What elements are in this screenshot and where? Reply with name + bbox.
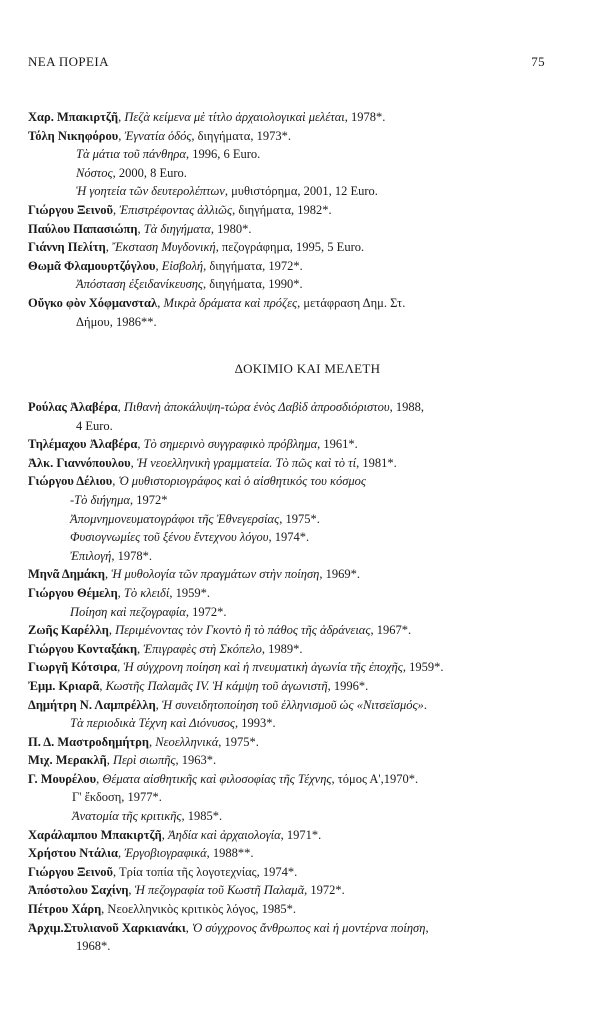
entry-author: Τηλέμαχου Ἀλαβέρα	[28, 437, 138, 452]
entry-title: Ἡ πεζογραφία τοῦ Κωστῆ Παλαμᾶ	[134, 883, 305, 898]
page-number: 75	[531, 54, 545, 69]
entry-title: -Τὸ διήγημα	[70, 492, 130, 507]
bibliography-entry: Γιώργου Θέμελη, Τὸ κλειδί, 1959*.	[28, 585, 210, 600]
entry-title: Τὰ διηγήματα	[143, 221, 211, 236]
entry-title: Ὁ μυθιστοριογράφος καὶ ὁ αἰσθητικός του κόσμος	[118, 474, 366, 489]
entry-title: Ἀπόσταση ἐξειδανίκευσης	[76, 277, 204, 292]
entry-author: Γιώργου Κονταξάκη	[28, 641, 138, 656]
entry-title: Νόστος	[76, 165, 113, 180]
entry-title: Πεζὰ κείμενα μὲ τίτλο ἀρχαιολογικαὶ μελέται	[124, 110, 345, 124]
bibliography-entry	[28, 145, 575, 164]
entry-title: Ἡ νεοελληνικὴ γραμματεία. Τὸ πῶς καὶ τὸ τί	[136, 455, 357, 470]
entry-details: , 1978*.	[344, 110, 386, 124]
entry-author: Χαρ. Μπακιρτζῆ	[28, 110, 119, 124]
entry-author: Γιώργου Ξεινοῦ	[28, 864, 113, 879]
bibliography-entry	[28, 547, 575, 566]
entry-details: , 1959*.	[169, 585, 210, 600]
entry-title: Ἀηδία καὶ ἀρχαιολογία	[167, 827, 281, 842]
entry-author: Δημήτρη Ν. Λαμπρέλλη	[28, 697, 156, 712]
entry-title: Ἐργοβιογραφικά	[124, 846, 207, 861]
entry-author: Χαράλαμπου Μπακιρτζῆ	[28, 827, 162, 842]
bibliography-entry: Χρήστου Ντάλια, Ἐργοβιογραφικά, 1988**.	[28, 846, 254, 861]
entry-details: , 1967*.	[370, 623, 412, 638]
entry-details: , 1972*	[129, 492, 168, 507]
entry-details: , 1981*.	[356, 455, 397, 470]
entry-title: Ἐπιλογή	[70, 548, 112, 563]
entry-author: Ρούλας Ἀλαβέρα	[28, 400, 118, 414]
bibliography-entry: Ρούλας Ἀλαβέρα, Πιθανὴ ἀποκάλυψη-τώρα ἑνὸς Δαβὶδ ἀπροσδιόριστου, 1988,	[28, 400, 425, 414]
entry-title: Θέματα αἰσθητικῆς καὶ φιλοσοφίας τῆς Τέχνης	[102, 771, 332, 786]
entry-details: 1968*.	[76, 939, 111, 954]
entry-details: , 1993*.	[234, 716, 276, 731]
entry-details: , 1969*.	[319, 567, 360, 582]
entry-author: Μιχ. Μερακλῆ	[28, 753, 107, 768]
entry-author: Γιάννη Πελίτη	[28, 240, 106, 255]
entry-details: , 1988,	[389, 400, 425, 414]
bibliography-entry: Μιχ. Μερακλῆ, Περὶ σιωπῆς, 1963*.	[28, 753, 217, 768]
entry-author: Ἀλκ. Γιαννόπουλου	[28, 455, 131, 470]
bibliography-entry: Τόλη Νικηφόρου, Ἐγνατία ὁδός, διηγήματα, 1973*.	[28, 128, 291, 143]
entry-details: , διηγήματα, 1972*.	[203, 258, 303, 273]
entry-title: Περιμένοντας τὸν Γκοντὸ ἢ τὸ πάθος τῆς ἀδράνειας	[115, 623, 371, 638]
entry-title: Ἡ συνειδητοποίηση τοῦ ἑλληνισμοῦ ὡς «Νιτσεϊσμός»	[161, 697, 424, 712]
entry-details: , διηγήματα, 1973*.	[191, 128, 291, 143]
bibliography-entry	[28, 182, 575, 201]
entry-details: , 1961*.	[317, 437, 358, 452]
entry-details: , διηγήματα, 1990*.	[203, 277, 303, 292]
entry-details: Νεοελληνικὸς κριτικὸς λόγος, 1985*.	[107, 902, 296, 917]
bibliography-entry: Γ. Μουρέλου, Θέματα αἰσθητικῆς καὶ φιλοσοφίας τῆς Τέχνης, τόμος Α',1970*.	[28, 771, 419, 786]
bibliography-entry	[28, 275, 575, 294]
bibliography-entry: Γιώργου Ξεινοῦ, Τρία τοπία τῆς λογοτεχνίας, 1974*.	[28, 864, 298, 879]
entry-author: Ἐμμ. Κριαρᾶ	[28, 678, 100, 693]
entry-title: Ἡ σύγχρονη ποίηση καὶ ἡ πνευματικὴ ἀγωνία τῆς ἐποχῆς	[123, 660, 403, 675]
entry-details: , 1971*.	[280, 827, 322, 842]
entry-author: Τόλη Νικηφόρου	[28, 128, 119, 143]
entry-details: , μετάφραση Δημ. Στ.	[297, 295, 406, 310]
bibliography-entry	[28, 164, 575, 183]
entry-author: Γιώργου Ξεινοῦ	[28, 202, 113, 217]
bibliography-entry: Π. Δ. Μαστροδημήτρη, Νεοελληνικά, 1975*.	[28, 734, 259, 749]
entry-details: , 2000, 8 Euro.	[112, 165, 187, 180]
entry-details: , διηγήματα, 1982*.	[232, 202, 332, 217]
entry-details: , 1974*.	[268, 530, 310, 545]
entry-title: Τὰ περιοδικὰ Τέχνη καὶ Διόνυσος	[70, 716, 235, 731]
bibliography-entry: Ζωῆς Καρέλλη, Περιμένοντας τὸν Γκοντὸ ἢ τὸ πάθος τῆς ἀδράνειας, 1967*.	[28, 623, 412, 638]
entry-details: , πεζογράφημα, 1995, 5 Euro.	[215, 240, 365, 255]
entry-details: , 1975*.	[279, 511, 320, 526]
entry-title: Ἐπιστρέφοντας ἀλλιῶς	[119, 202, 233, 217]
bibliography-entry	[28, 788, 575, 807]
entry-author: Γ. Μουρέλου	[28, 771, 97, 786]
bibliography-entry: Ἐμμ. Κριαρᾶ, Κωστῆς Παλαμᾶς IV. Ἡ κάμψη τοῦ ἀγωνιστῆ, 1996*.	[28, 678, 369, 693]
bibliography-entry: Ἀλκ. Γιαννόπουλου, Ἡ νεοελληνικὴ γραμματεία. Τὸ πῶς καὶ τὸ τί, 1981*.	[28, 455, 397, 470]
entry-author: Γιωργῆ Κότσιρα	[28, 660, 118, 675]
entry-author: Οὔγκο φὸν Χόφμανσταλ	[28, 295, 158, 310]
entry-author: Π. Δ. Μαστροδημήτρη	[28, 734, 149, 749]
bibliography-entry	[28, 491, 575, 510]
section-heading: ΔΟΚΙΜΙΟ ΚΑΙ ΜΕΛΕΤΗ	[234, 361, 381, 376]
bibliography-entry: Γιώργου Δέλιου, Ὁ μυθιστοριογράφος καὶ ὁ αἰσθητικός του κόσμος	[28, 474, 366, 489]
entry-title: Εἰσβολή	[161, 258, 204, 273]
entry-details: , 1996, 6 Euro.	[185, 147, 261, 162]
entry-details: , 1963*.	[175, 753, 217, 768]
entry-details: .	[423, 697, 427, 712]
entry-author: Πέτρου Χάρη	[28, 902, 102, 917]
entry-details: Δήμου, 1986**.	[76, 314, 157, 329]
bibliography-entry	[28, 417, 575, 436]
entry-details: 4 Euro.	[76, 418, 113, 433]
entry-author: Ζωῆς Καρέλλη	[28, 623, 109, 638]
bibliography-entry: Γιώργου Κονταξάκη, Ἐπιγραφὲς στὴ Σκόπελο, 1989*.	[28, 641, 303, 656]
entry-title: Μικρὰ δράματα καὶ πρόζες	[163, 295, 298, 310]
entry-author: Παύλου Παπασιώπη	[28, 221, 138, 236]
entry-author: Γιώργου Θέμελη	[28, 585, 118, 600]
bibliography-entry: Δημήτρη Ν. Λαμπρέλλη, Ἡ συνειδητοποίηση τοῦ ἑλληνισμοῦ ὡς «Νιτσεϊσμός».	[28, 697, 427, 712]
bibliography-entry: Γιωργῆ Κότσιρα, Ἡ σύγχρονη ποίηση καὶ ἡ πνευματικὴ ἀγωνία τῆς ἐποχῆς, 1959*.	[28, 660, 444, 675]
bibliography-entry: Γιώργου Ξεινοῦ, Ἐπιστρέφοντας ἀλλιῶς, διηγήματα, 1982*.	[28, 202, 332, 217]
bibliography-list-fiction	[28, 108, 575, 331]
bibliography-entry	[28, 807, 575, 826]
entry-title: Ἐγνατία ὁδός	[124, 128, 192, 143]
entry-author: Γιώργου Δέλιου	[28, 474, 113, 489]
bibliography-entry: Πέτρου Χάρη, Νεοελληνικὸς κριτικὸς λόγος, 1985*.	[28, 902, 296, 917]
bibliography-entry	[28, 714, 575, 733]
entry-title: Περὶ σιωπῆς	[112, 753, 176, 768]
bibliography-entry: Ἀπόστολου Σαχίνη, Ἡ πεζογραφία τοῦ Κωστῆ Παλαμᾶ, 1972*.	[28, 883, 345, 898]
bibliography-entry	[28, 603, 575, 622]
entry-details: , μυθιστόρημα, 2001, 12 Euro.	[224, 184, 378, 199]
entry-details: , 1978*.	[111, 548, 153, 563]
entry-title: Νεοελληνικά	[155, 734, 219, 749]
entry-title: Κωστῆς Παλαμᾶς IV. Ἡ κάμψη τοῦ ἀγωνιστῆ	[105, 678, 328, 693]
entry-title: Τὸ σημερινὸ συγγραφικὸ πρόβλημα	[143, 437, 318, 452]
entry-details: , 1972*.	[185, 604, 227, 619]
entry-title: Ἀπομνημονευματογράφοι τῆς Ἐθνεγερσίας	[70, 511, 280, 526]
entry-details: , τόμος Α',1970*.	[331, 771, 419, 786]
bibliography-entry: Οὔγκο φὸν Χόφμανσταλ, Μικρὰ δράματα καὶ πρόζες, μετάφραση Δημ. Στ.	[28, 295, 406, 310]
entry-title: Τὸ κλειδί	[123, 585, 170, 600]
entry-title: Ἐπιγραφὲς στὴ Σκόπελο	[143, 641, 262, 656]
entry-details: ,	[425, 920, 429, 935]
entry-details: Τρία τοπία τῆς λογοτεχνίας, 1974*.	[118, 864, 298, 879]
entry-title: Ἔκσταση Μυγδονική	[111, 240, 216, 255]
entry-details: , 1989*.	[261, 641, 303, 656]
bibliography-entry: Θωμᾶ Φλαμουρτζόγλου, Εἰσβολή, διηγήματα, 1972*.	[28, 258, 303, 273]
bibliography-entry	[28, 528, 575, 547]
running-title: ΝΕΑ ΠΟΡΕΙΑ	[28, 54, 109, 69]
page-header	[28, 54, 545, 72]
entry-details: , 1988**.	[206, 846, 254, 861]
entry-title: Ἡ γοητεία τῶν δευτερολέπτων	[76, 184, 225, 199]
entry-title: Ἀνατομία τῆς κριτικῆς	[72, 809, 182, 824]
entry-author: Ἀπόστολου Σαχίνη	[28, 883, 129, 898]
entry-title: Φυσιογνωμίες τοῦ ξένου ἔντεχνου λόγου	[70, 530, 269, 545]
bibliography-entry	[28, 510, 575, 529]
bibliography-entry: Χαρ. Μπακιρτζῆ, Πεζὰ κείμενα μὲ τίτλο ἀρχαιολογικαὶ μελέται, 1978*.	[28, 110, 386, 124]
bibliography-entry: Ἀρχιμ.Στυλιανοῦ Χαρκιανάκι, Ὁ σύγχρονος ἄνθρωπος καὶ ἡ μοντέρνα ποίηση,	[28, 920, 429, 935]
entry-title: Ποίηση καὶ πεζογραφία	[70, 604, 186, 619]
entry-title: Ὁ σύγχρονος ἄνθρωπος καὶ ἡ μοντέρνα ποίηση	[191, 920, 426, 935]
bibliography-entry	[28, 313, 575, 332]
entry-details: , 1959*.	[402, 660, 444, 675]
entry-details: , 1975*.	[218, 734, 259, 749]
entry-details: , 1980*.	[210, 221, 252, 236]
entry-author: Μηνᾶ Δημάκη	[28, 567, 105, 582]
entry-author: Χρήστου Ντάλια	[28, 846, 118, 861]
bibliography-entry	[28, 937, 575, 956]
bibliography-entry: Παύλου Παπασιώπη, Τὰ διηγήματα, 1980*.	[28, 221, 252, 236]
entry-title: Ἡ μυθολογία τῶν πραγμάτων στὴν ποίηση	[111, 567, 320, 582]
entry-author: Θωμᾶ Φλαμουρτζόγλου	[28, 258, 156, 273]
entry-details: , 1985*.	[181, 809, 223, 824]
bibliography-entry: Χαράλαμπου Μπακιρτζῆ, Ἀηδία καὶ ἀρχαιολογία, 1971*.	[28, 827, 322, 842]
bibliography-entry: Γιάννη Πελίτη, Ἔκσταση Μυγδονική, πεζογράφημα, 1995, 5 Euro.	[28, 240, 365, 255]
entry-details: , 1972*.	[304, 883, 345, 898]
bibliography-entry: Τηλέμαχου Ἀλαβέρα, Τὸ σημερινὸ συγγραφικὸ πρόβλημα, 1961*.	[28, 437, 358, 452]
entry-details: Γ' ἔκδοση, 1977*.	[72, 790, 162, 805]
entry-title: Πιθανὴ ἀποκάλυψη-τώρα ἑνὸς Δαβὶδ ἀπροσδιόριστου	[123, 400, 390, 414]
entry-title: Τὰ μάτια τοῦ πάνθηρα	[76, 147, 186, 162]
bibliography-entry: Μηνᾶ Δημάκη, Ἡ μυθολογία τῶν πραγμάτων στὴν ποίηση, 1969*.	[28, 567, 360, 582]
entry-author: Ἀρχιμ.Στυλιανοῦ Χαρκιανάκι	[28, 920, 186, 935]
entry-details: , 1996*.	[327, 678, 369, 693]
bibliography-list-essays	[28, 398, 575, 956]
